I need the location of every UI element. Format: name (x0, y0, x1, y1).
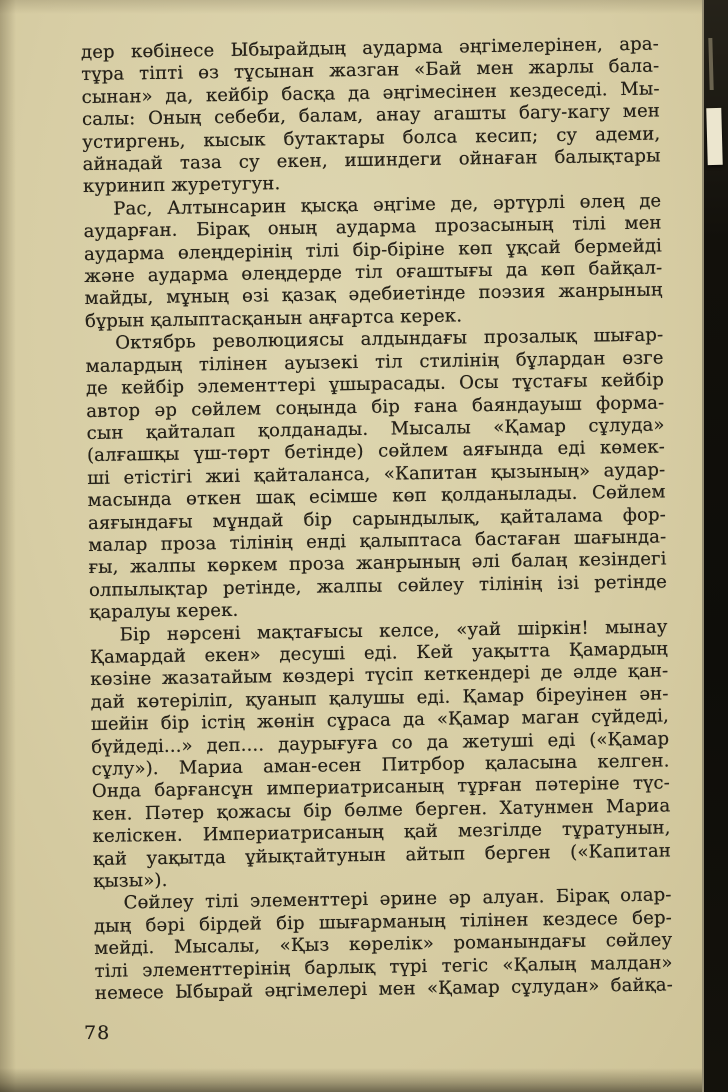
text-line: шейін бір істің жөнін сұраса да «Қамар маган сүйдеді, (90, 705, 670, 736)
text-line: Октябрь революциясы алдындағы прозалық шығар- (115, 324, 664, 354)
text-line: айнадай таза су екен, ишиндеги ойнаған балықтары (82, 145, 661, 176)
text-line: тілі элементтерінің барлық түрі тегіс «Қалың малдан» (94, 952, 673, 982)
text-line: Онда барғансұн империатрисаның тұрған пәтеріне түс- (91, 772, 671, 803)
text-line: бұрын қалыптасқанын аңғартса керек. (84, 305, 463, 332)
bottom-shadow (0, 1068, 728, 1092)
text-line: аударма өлеңдерінің тілі бір-біріне көп ұқсай бермейді (83, 235, 663, 265)
page-edge-highlight (706, 108, 722, 165)
text-line: дер көбінесе Ыбырайдың аударма әңгімелерінен, ара- (80, 33, 660, 64)
text-line: дай көтеріліп, қуанып қалушы еді. Қамар біреуінен ән- (90, 683, 669, 713)
text-line: қаралуы керек. (89, 599, 239, 624)
text-line: масында өткен шақ есімше көп қолданылады. Сөйлем (87, 481, 666, 512)
text-line: ғы, жалпы көркем проза жанрының әлі балаң кезіндегі (88, 548, 667, 579)
text-line: Қамардай екен» десуші еді. Кей уақытта Қамардың (89, 638, 669, 668)
text-line: мейді. Мысалы, «Қыз көрелік» романындағы сөйлеу (94, 929, 673, 960)
page-text (81, 33, 673, 1005)
text-line: куринип журетугун. (82, 173, 281, 198)
paragraph (81, 33, 661, 198)
text-line: устиргень, кысык бутактары болса кесип; су адеми, (82, 123, 661, 153)
text-line: тұра тіпті өз тұсынан жазган «Бай мен жарлы бала- (81, 55, 660, 86)
text-line: сынан» да, кейбір басқа да әңгімесінен кездеседі. Мы- (81, 78, 660, 108)
text-line: сұлу»). Мариа аман-есен Питрбор қаласына келген. (91, 750, 670, 780)
text-line: қызы»). (93, 869, 168, 892)
text-line: (алғашқы үш-төрт бетінде) сөйлем аяғында еді көмек- (86, 436, 666, 467)
text-line: Рас, Алтынсарин қысқа әңгіме де, әртүрлі өлең де (113, 190, 662, 220)
text-line: келіскен. Империатрисаның қай мезгілде тұратунын, (92, 817, 671, 848)
text-line: және аударма өлеңдерде тіл оғаштығы да көп байқал- (84, 257, 663, 288)
text-line: кен. Пәтер қожасы бір бөлме берген. Хатунмен Мариа (92, 795, 671, 825)
text-line: Сөйлеу тілі элементтері әрине әр алуан. Бірақ олар- (123, 884, 672, 914)
text-line: ші етістігі жиі қайталанса, «Капитан қызының» аудар- (87, 459, 666, 489)
paragraph (83, 190, 663, 333)
text-line: аударған. Бірақ оның аударма прозасының тілі мен (83, 212, 662, 243)
text-line: Бір нәрсені мақтағысы келсе, «уай шіркін! мынау (119, 615, 668, 646)
text-line: аяғындағы мұндай бір сарындылық, қайталама фор- (87, 503, 667, 534)
text-line: көзіне жазатайым көздері түсіп кеткендері де әлде қан- (90, 660, 669, 691)
text-line: дың бәрі бірдей бір шығарманың тілінен кездесе бер- (93, 907, 673, 937)
text-line: автор әр сөйлем соңында бір ғана баяндауыш форма- (86, 391, 665, 422)
text-line: малар проза тілінің енді қалыптаса бастаған шағында- (88, 526, 667, 556)
text-line: сын қайталап қолданады. Мысалы «Қамар сұлуда» (86, 414, 665, 444)
paragraph (93, 885, 673, 1006)
top-shadow (0, 0, 728, 14)
text-line: қай уақытда ұйықтайтунын айтып берген («Капитан (92, 840, 672, 870)
text-line: немесе Ыбырай әңгімелері мен «Қамар сұлудан» байқа- (94, 974, 674, 1005)
text-line: майды, мұның өзі қазақ әдебиетінде поэзия жанрының (84, 279, 663, 310)
left-shadow (0, 0, 16, 1092)
text-line: салы: Оның себеби, балам, анау агашты багу-кагу мен (81, 100, 661, 131)
text-line: бүйдеді...» деп.... даурығуға со да жетуші еді («Қамар (91, 727, 670, 758)
text-line: олпылықтар ретінде, жалпы сөйлеу тілінің ізі ретінде (88, 571, 668, 601)
page-number: 78 (84, 1022, 111, 1044)
paragraph (85, 325, 667, 625)
paragraph (89, 616, 671, 893)
text-line: малардың тілінен ауызекі тіл стилінің бұлардан өзге (85, 347, 664, 377)
text-line: де кейбір элементтері ұшырасады. Осы тұстағы кейбір (85, 369, 665, 400)
